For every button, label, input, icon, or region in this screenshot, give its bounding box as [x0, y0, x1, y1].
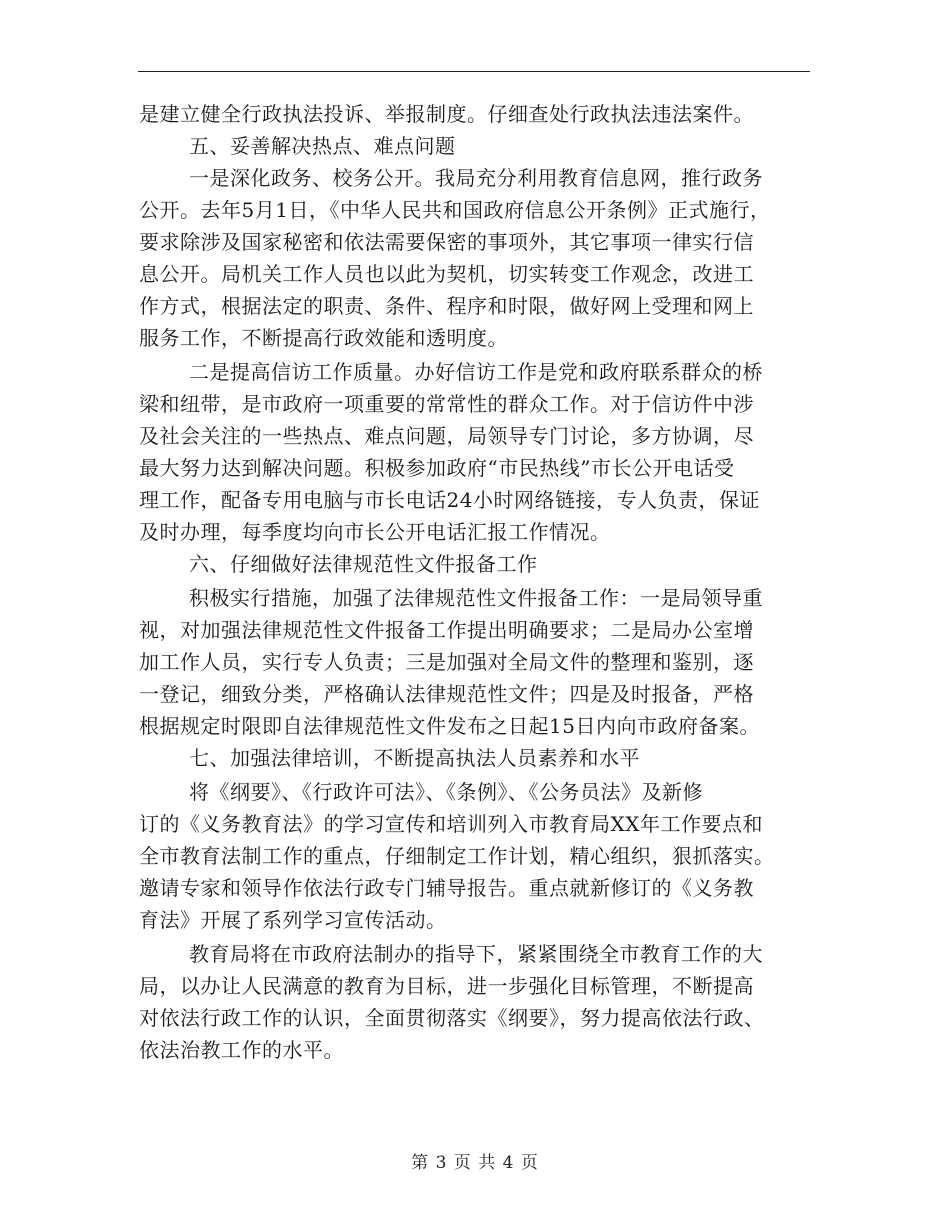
- text-line: 局，以办让人民满意的教育为目标，进一步强化目标管理，不断提高: [139, 974, 754, 998]
- text-line: 理工作，配备专用电脑与市长电话24小时网络链接，专人负责，保证: [139, 488, 760, 512]
- text-line: 积极实行措施，加强了法律规范性文件报备工作：一是局领导重: [189, 586, 763, 610]
- text-line: 全市教育法制工作的重点，仔细制定工作计划，精心组织，狠抓落实。: [139, 844, 775, 868]
- text-line: 息公开。局机关工作人员也以此为契机，切实转变工作观念，改进工: [139, 262, 754, 286]
- section-heading: 六、仔细做好法律规范性文件报备工作: [189, 552, 538, 576]
- text-line: 视，对加强法律规范性文件报备工作提出明确要求；二是局办公室增: [139, 618, 754, 642]
- text-line: 教育局将在市政府法制办的指导下，紧紧围绕全市教育工作的大: [189, 942, 763, 966]
- text-line: 根据规定时限即自法律规范性文件发布之日起15日内向市政府备案。: [139, 714, 760, 738]
- text-line: 育法》开展了系列学习宣传活动。: [139, 908, 447, 932]
- text-line: 订的《义务教育法》的学习宣传和培训列入市教育局XX年工作要点和: [139, 812, 763, 836]
- text-line: 梁和纽带，是市政府一项重要的常常性的群众工作。对于信访件中涉: [139, 392, 754, 416]
- text-line: 一登记，细致分类，严格确认法律规范性文件；四是及时报备，严格: [139, 682, 754, 706]
- text-line: 加工作人员，实行专人负责；三是加强对全局文件的整理和鉴别，逐: [139, 650, 754, 674]
- text-line: 作方式，根据法定的职责、条件、程序和时限，做好网上受理和网上: [139, 294, 754, 318]
- text-line: 二是提高信访工作质量。办好信访工作是党和政府联系群众的桥: [189, 360, 763, 384]
- text-line: 一是深化政务、校务公开。我局充分利用教育信息网，推行政务: [189, 166, 763, 190]
- text-line: 及社会关注的一些热点、难点问题，局领导专门讨论，多方协调，尽: [139, 424, 754, 448]
- section-heading: 五、妥善解决热点、难点问题: [189, 134, 456, 158]
- text-line: 公开。去年5月1日，《中华人民共和国政府信息公开条例》正式施行，: [139, 198, 771, 222]
- page-number: 第 3 页 共 4 页: [411, 1153, 539, 1173]
- text-line: 对依法行政工作的认识，全面贯彻落实《纲要》，努力提高依法行政、: [139, 1006, 765, 1030]
- text-line: 邀请专家和领导作依法行政专门辅导报告。重点就新修订的《义务教: [139, 876, 754, 900]
- text-line: 服务工作，不断提高行政效能和透明度。: [139, 326, 508, 350]
- text-line: 要求除涉及国家秘密和依法需要保密的事项外，其它事项一律实行信: [139, 230, 754, 254]
- text-line: 及时办理，每季度均向市长公开电话汇报工作情况。: [139, 520, 611, 544]
- text-line: 依法治教工作的水平。: [139, 1038, 344, 1062]
- text-line: 是建立健全行政执法投诉、举报制度。仔细查处行政执法违法案件。: [139, 102, 754, 126]
- text-line: 最大努力达到解决问题。积极参加政府“市民热线”市长公开电话受: [139, 456, 735, 480]
- text-line: 将《纲要》、《行政许可法》、《条例》、《公务员法》及新修: [189, 780, 703, 804]
- header-rule: [138, 71, 810, 72]
- section-heading: 七、加强法律培训，不断提高执法人员素养和水平: [189, 746, 640, 770]
